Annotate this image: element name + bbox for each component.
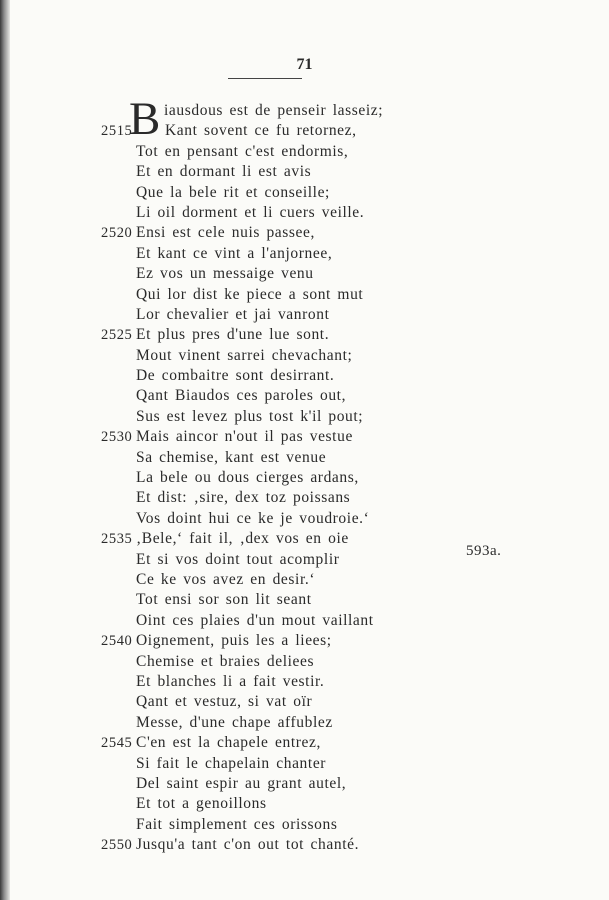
verse-text: Oint ces plaies d'un mout vaillant [136,611,374,629]
verse-line [0,488,609,508]
verse-line [0,346,609,366]
verse-line [0,509,609,529]
verse-text: C'en est la chapele entrez, [136,734,321,752]
verse-line [0,652,609,672]
verse-text: Mout vinent sarrei chevachant; [136,346,353,364]
verse-text: Li oil dorment et li cuers veille. [136,203,365,221]
verse-line [0,570,609,590]
verse-text: Mais aincor n'out il pas vestue [136,428,353,446]
verse-text: Messe, d'une chape affublez [136,713,333,731]
verse-line [0,366,609,386]
verse-text: Qui lor dist ke piece a sont mut [136,285,364,303]
drop-cap: B [129,93,161,145]
verse-line [0,754,609,774]
marginal-note: 593a. [466,543,502,559]
line-number: 2540 [101,633,133,650]
line-number: 2520 [101,225,133,242]
verse-text: Et dist: ‚sire, dex toz poissans [136,489,351,507]
verse-line [0,550,609,570]
verse-text: Et tot a genoillons [136,795,267,813]
verse-text: Et blanches li a fait vestir. [136,672,325,690]
verse-text: Et en dormant li est avis [136,163,312,181]
verse-text: Qant Biaudos ces paroles out, [136,387,347,405]
verse-line [0,692,609,712]
verse-line [0,142,609,162]
verse-line [0,611,609,631]
verse-line [0,468,609,488]
verse-line [0,386,609,406]
verse-line [0,183,609,203]
verse-line [0,407,609,427]
verse-line [0,590,609,610]
verse-line [0,774,609,794]
verse-text: Lor chevalier et jai vanront [136,305,330,323]
verse-text: Chemise et braies deliees [136,652,315,670]
verse-line [0,162,609,182]
verse-text: Tot en pensant c'est endormis, [136,142,349,160]
verse-text: ‚Bele,‘ fait il, ‚dex vos en oie [136,530,349,548]
verse-line [0,285,609,305]
header-rule [228,78,302,79]
line-number: 2545 [101,735,133,752]
verse-line [0,672,609,692]
verse-line [0,631,609,651]
verse-text: Ce ke vos avez en desir.‘ [136,570,316,588]
verse-line [0,815,609,835]
verse-line [0,244,609,264]
verse-line [0,325,609,345]
verse-text: De combaitre sont desirrant. [136,367,335,385]
verse-text: Et kant ce vint a l'anjornee, [136,244,333,262]
verse-line [0,794,609,814]
verse-text: Oignement, puis les a liees; [136,632,332,650]
verse-line [0,427,609,447]
verse-text: Sa chemise, kant est venue [136,448,327,466]
verse-line [0,713,609,733]
verse-text: Vos doint hui ce ke je voudroie.‘ [136,509,370,527]
verse-text: Ensi est cele nuis passee, [136,224,315,242]
verse-text: Sus est levez plus tost k'il pout; [136,407,364,425]
verse-line [0,529,609,549]
line-number: 2550 [101,837,133,854]
verse-text: Que la bele rit et conseille; [136,183,330,201]
verse-text: Qant et vestuz, si vat oïr [136,693,313,711]
verse-text: Jusqu'a tant c'on out tot chanté. [136,836,360,854]
verse-text: Del saint espir au grant autel, [136,774,347,792]
verse-text: La bele ou dous cierges ardans, [136,469,359,487]
poem-text [0,93,609,855]
verse-line [0,733,609,753]
verse-text: Kant sovent ce fu retornez, [165,122,357,140]
line-number: 2535 [101,531,133,548]
line-number: 2525 [101,327,133,344]
verse-line [0,203,609,223]
verse-line [0,448,609,468]
verse-text: Tot ensi sor son lit seant [136,591,312,609]
line-number: 2530 [101,429,133,446]
verse-line [0,305,609,325]
verse-text: Et si vos doint tout acomplir [136,550,340,568]
verse-line [0,223,609,243]
verse-text: Si fait le chapelain chanter [136,754,327,772]
verse-text: Ez vos un messaige venu [136,265,314,283]
verse-text: Et plus pres d'une lue sont. [136,326,330,344]
verse-text: iausdous est de penseir lasseiz; [164,102,384,119]
verse-line [0,264,609,284]
verse-line [0,121,609,141]
line-number: 2515 [101,123,133,140]
verse-line [0,835,609,855]
verse-text: Fait simplement ces orissons [136,815,338,833]
page-number: 71 [296,56,313,73]
